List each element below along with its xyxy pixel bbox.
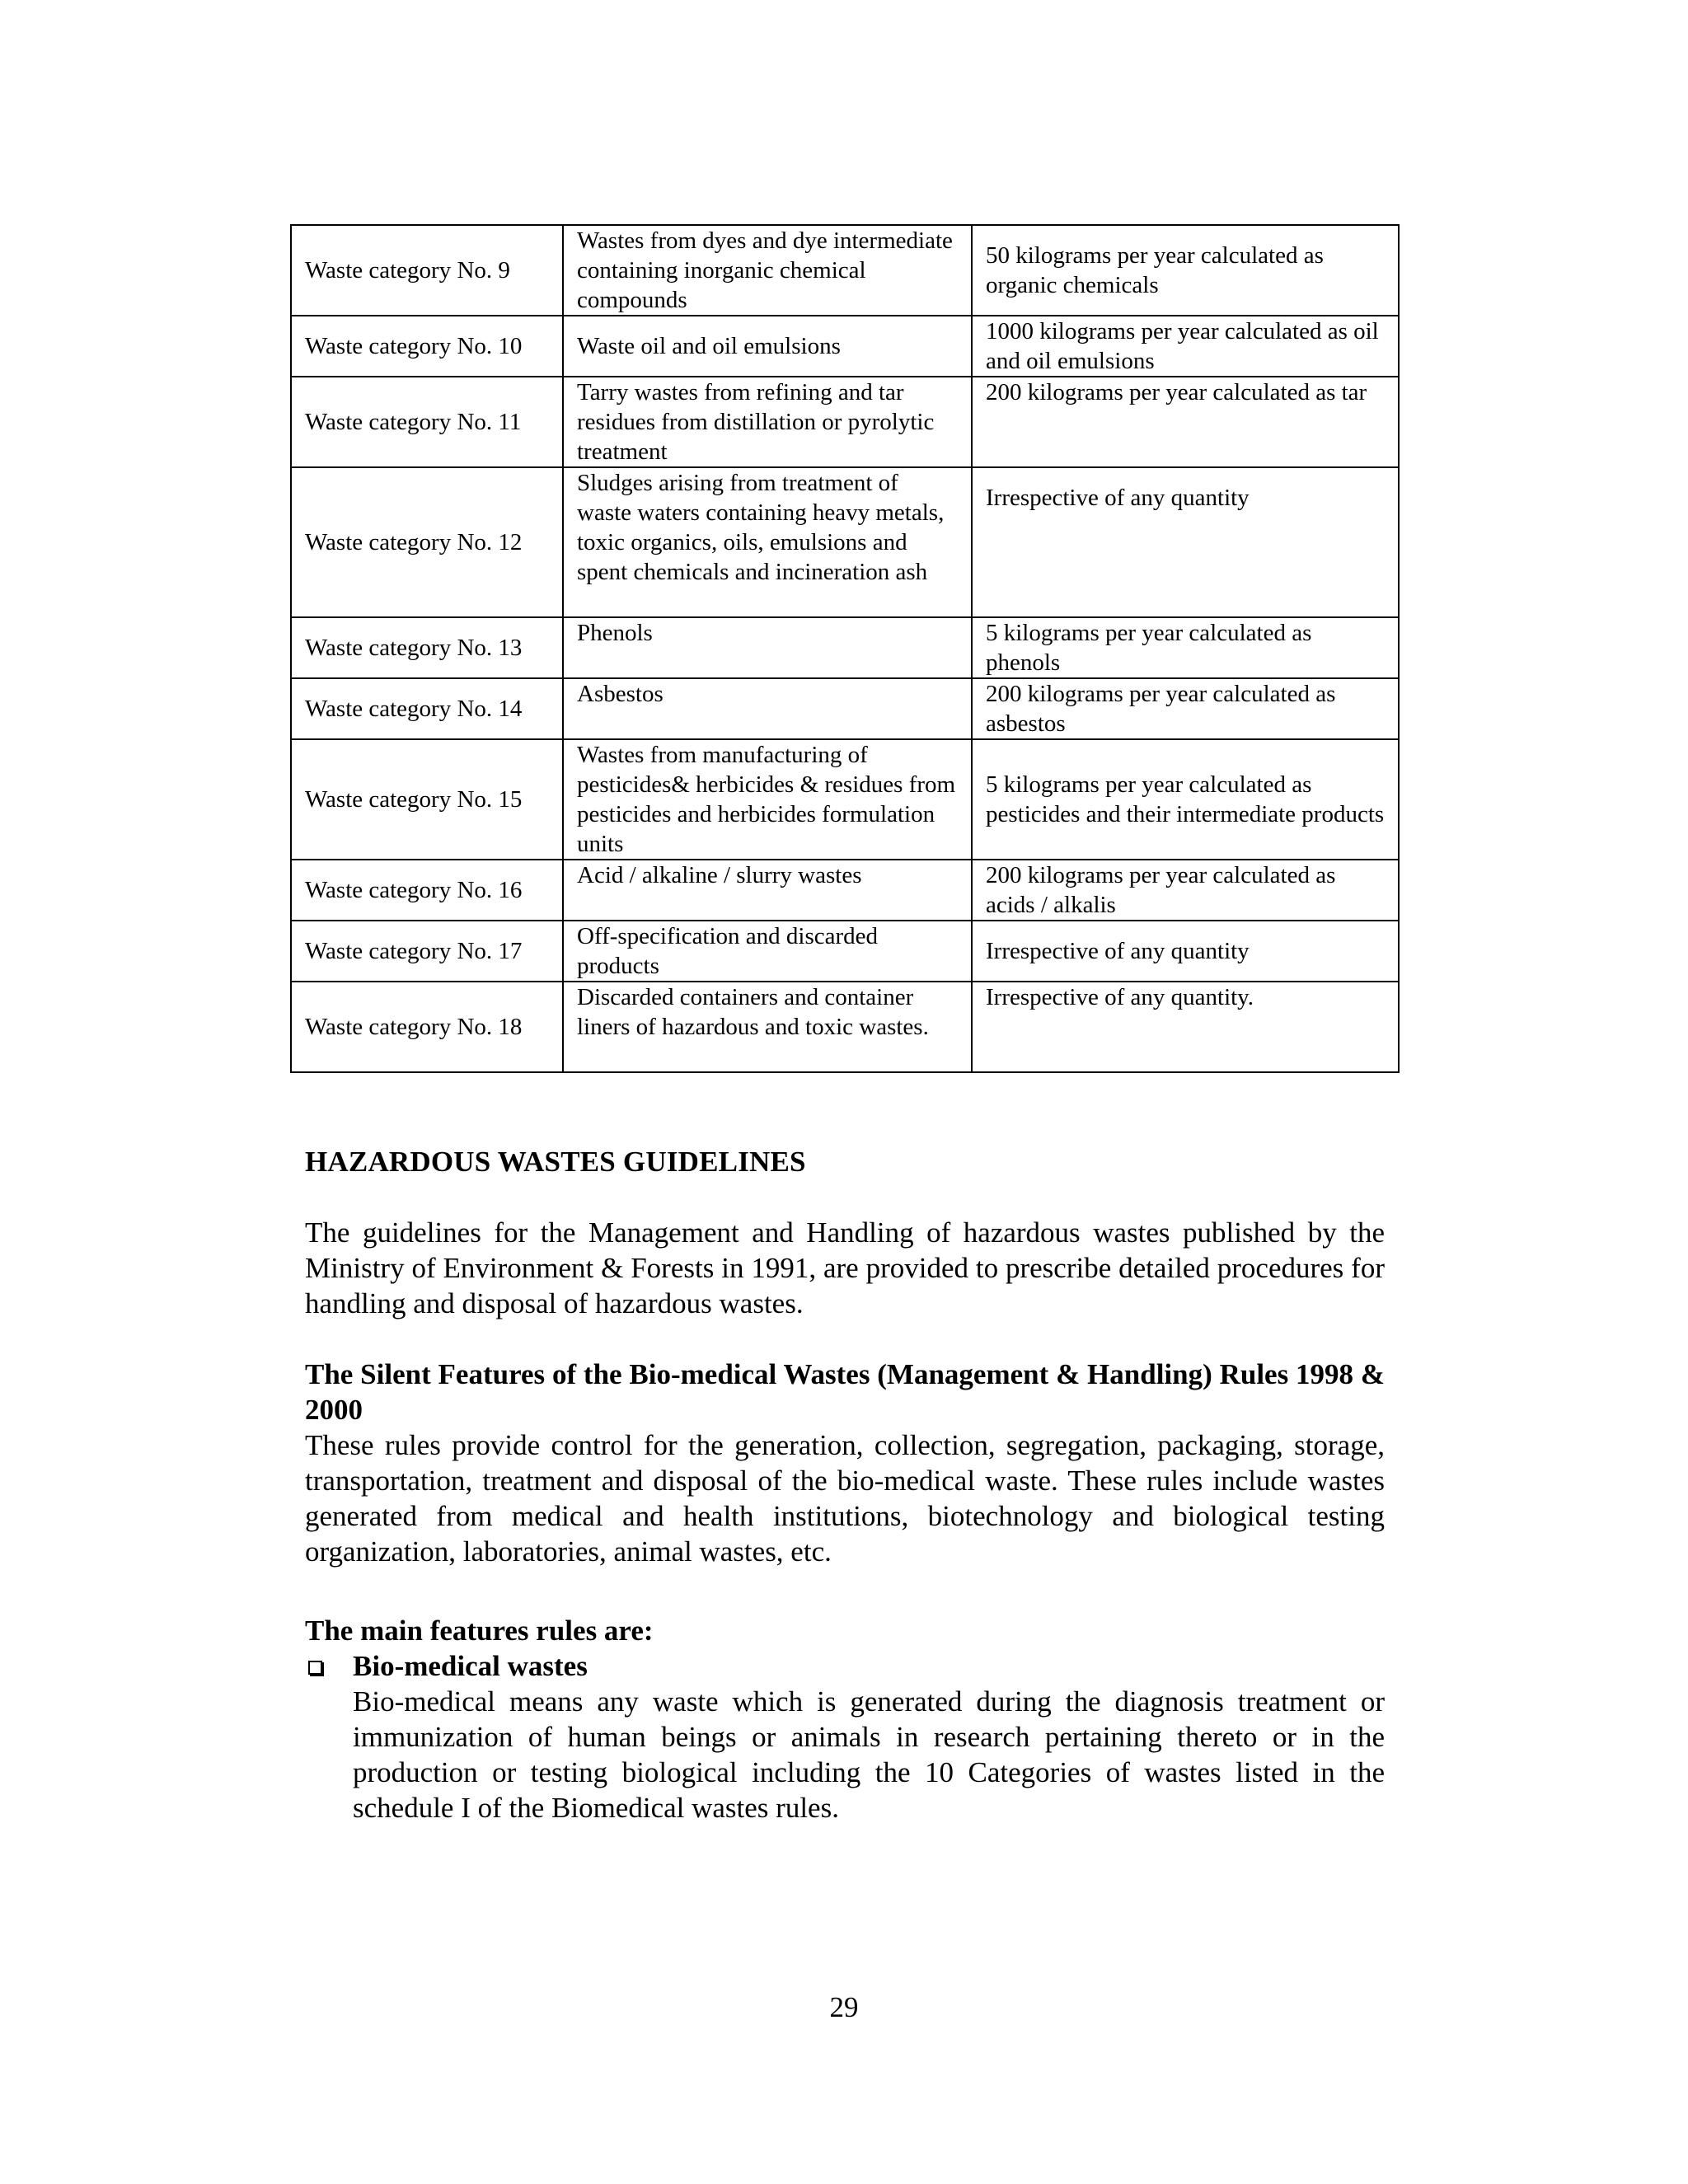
category-cell: Waste category No. 17: [291, 921, 563, 982]
description-cell: Phenols: [563, 617, 972, 678]
table-row: [291, 860, 1399, 921]
table-row: [291, 225, 1399, 316]
quantity-cell: 200 kilograms per year calculated as acids / alkalis: [972, 860, 1399, 921]
bullet-paragraph: Bio-medical means any waste which is generated during the diagnosis treatment or immunization of human beings or animals in research pertaining thereto or in the production or testing biological including the 10 Categories of wastes listed in the schedule I of the Biomedical wastes rules.: [353, 1685, 1385, 1824]
table-row: [291, 678, 1399, 739]
quantity-cell: 200 kilograms per year calculated as asbestos: [972, 678, 1399, 739]
table-row: [291, 921, 1399, 982]
category-cell: Waste category No. 10: [291, 316, 563, 377]
waste-category-table: [290, 224, 1400, 1073]
quantity-cell: 1000 kilograms per year calculated as oil and oil emulsions: [972, 316, 1399, 377]
category-cell: Waste category No. 16: [291, 860, 563, 921]
table-row: [291, 739, 1399, 860]
description-cell: Asbestos: [563, 678, 972, 739]
category-cell: Waste category No. 13: [291, 617, 563, 678]
quantity-cell: Irrespective of any quantity: [972, 467, 1399, 617]
table-row: [291, 982, 1399, 1072]
description-cell: Wastes from manufacturing of pesticides& herbicides & residues from pesticides and herbicides formulation units: [563, 739, 972, 860]
category-cell: Waste category No. 18: [291, 982, 563, 1072]
description-cell: Wastes from dyes and dye intermediate containing inorganic chemical compounds: [563, 225, 972, 316]
quantity-cell: Irrespective of any quantity.: [972, 982, 1399, 1072]
bullet-title: Bio-medical wastes: [353, 1650, 588, 1682]
quantity-cell: 200 kilograms per year calculated as tar: [972, 377, 1399, 467]
table-row: [291, 617, 1399, 678]
table-row: [291, 316, 1399, 377]
square-bullet-icon: [308, 1661, 322, 1675]
table-row: [291, 377, 1399, 467]
quantity-cell: 5 kilograms per year calculated as pesticides and their intermediate products: [972, 739, 1399, 860]
quantity-cell: 5 kilograms per year calculated as phenols: [972, 617, 1399, 678]
category-cell: Waste category No. 11: [291, 377, 563, 467]
quantity-cell: 50 kilograms per year calculated as organic chemicals: [972, 225, 1399, 316]
category-cell: Waste category No. 14: [291, 678, 563, 739]
description-cell: Acid / alkaline / slurry wastes: [563, 860, 972, 921]
guidelines-heading: HAZARDOUS WASTES GUIDELINES: [305, 1146, 806, 1178]
description-cell: Discarded containers and container liners of hazardous and toxic wastes.: [563, 982, 972, 1072]
description-cell: Tarry wastes from refining and tar residues from distillation or pyrolytic treatment: [563, 377, 972, 467]
description-cell: Off-specification and discarded products: [563, 921, 972, 982]
guidelines-paragraph: The guidelines for the Management and Handling of hazardous wastes published by the Ministry of Environment & Forests in 1991, are provided to prescribe detailed procedures for handling and disposal of hazardous wastes.: [305, 1216, 1385, 1319]
main-features-heading: The main features rules are:: [305, 1615, 654, 1647]
category-cell: Waste category No. 9: [291, 225, 563, 316]
category-cell: Waste category No. 12: [291, 467, 563, 617]
biomedical-rules-heading: The Silent Features of the Bio-medical Wastes (Management & Handling) Rules 1998 & 2000: [305, 1358, 1385, 1426]
biomedical-rules-paragraph: These rules provide control for the generation, collection, segregation, packaging, storage, transportation, treatment and disposal of the bio-medical waste. These rules include wastes generated from medical and health institutions, biotechnology and biological testing organization, laboratories, animal wastes, etc.: [305, 1429, 1385, 1568]
quantity-cell: Irrespective of any quantity: [972, 921, 1399, 982]
page-number: 29: [829, 1991, 859, 2023]
category-cell: Waste category No. 15: [291, 739, 563, 860]
description-cell: Sludges arising from treatment of waste waters containing heavy metals, toxic organics, oils, emulsions and spent chemicals and incineration ash: [563, 467, 972, 617]
description-cell: Waste oil and oil emulsions: [563, 316, 972, 377]
table-row: [291, 467, 1399, 617]
